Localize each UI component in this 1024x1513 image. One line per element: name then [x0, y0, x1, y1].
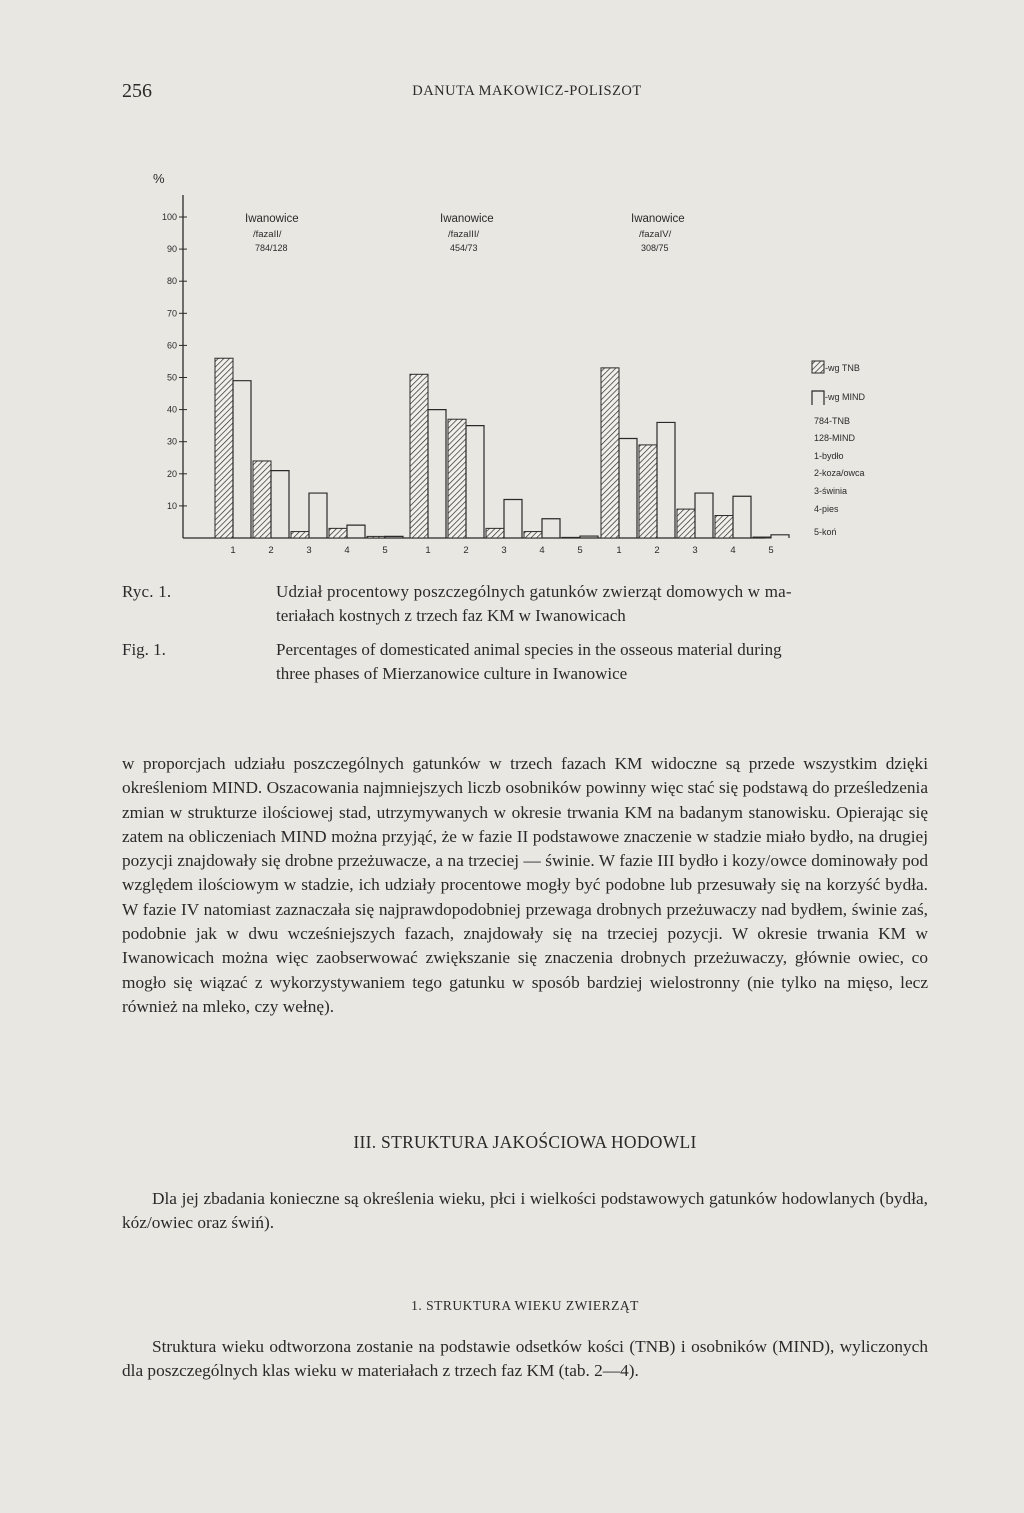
x-tick-label: 5 [382, 545, 388, 556]
group-title: Iwanowice [245, 213, 299, 225]
bar-tnb [367, 536, 385, 538]
y-tick-label: 30 [166, 436, 177, 447]
x-tick-label: 1 [230, 545, 236, 556]
page-header [122, 80, 932, 106]
bar-mind [271, 471, 289, 538]
bar-mind [771, 535, 789, 538]
y-tick-label: 50 [166, 372, 177, 383]
bar-mind [657, 422, 675, 538]
bar-tnb [448, 419, 466, 538]
legend-note: 784-TNB [814, 416, 851, 426]
x-tick-label: 4 [344, 545, 350, 556]
legend-label-mind: -wg MIND [825, 392, 865, 402]
bar-tnb [524, 532, 542, 538]
x-tick-label: 1 [616, 545, 622, 556]
bar-mind [466, 426, 484, 538]
bar-tnb [486, 528, 504, 538]
bar-tnb [562, 537, 580, 538]
figure-caption-pl [122, 580, 932, 628]
x-tick-label: 5 [577, 545, 583, 556]
section-heading: III. STRUKTURA JAKOŚCIOWA HODOWLI [353, 1132, 697, 1152]
bar-mind [619, 438, 637, 538]
caption-text: Percentages of domesticated animal species in the osseous material during [276, 640, 782, 659]
x-tick-label: 1 [425, 545, 431, 556]
group-counts: 308/75 [641, 243, 669, 253]
figure-caption-en [122, 638, 932, 686]
legend-note: 3-świnia [814, 486, 848, 496]
group-phase: /fazaII/ [253, 229, 282, 240]
legend-swatch-tnb [812, 361, 824, 373]
body-paragraph [122, 752, 928, 1019]
bar-tnb [601, 368, 619, 538]
x-tick-label: 4 [539, 545, 545, 556]
x-tick-label: 2 [654, 545, 660, 556]
bar-mind [504, 499, 522, 538]
x-tick-label: 3 [501, 545, 507, 556]
caption-text: teriałach kostnych z trzech faz KM w Iwanowicach [276, 606, 626, 625]
legend-note: 128-MIND [814, 433, 856, 443]
bar-tnb [639, 445, 657, 538]
y-tick-label: 70 [166, 308, 177, 319]
paragraph-text: Dla jej zbadania konieczne są określenia wieku, płci i wielkości podstawowych gatunków hodowlanych (bydła, kóz/owiec oraz świń). [122, 1189, 928, 1233]
x-tick-label: 5 [768, 545, 774, 556]
bar-mind [695, 493, 713, 538]
bar-tnb [253, 461, 271, 538]
paragraph-text: Struktura wieku odtworzona zostanie na podstawie odsetków kości (TNB) i osobników (MIND), wyliczonych dla poszczególnych klas wieku w materiałach z trzech faz KM (tab. 2—4). [122, 1337, 928, 1381]
y-tick-label: 60 [166, 340, 177, 351]
y-tick-label: 100 [161, 212, 177, 222]
x-tick-label: 3 [306, 545, 312, 556]
bar-mind [733, 496, 751, 538]
x-tick-label: 3 [692, 545, 698, 556]
legend-note: 4-pies [814, 504, 839, 514]
page-number: 256 [122, 80, 152, 102]
y-axis-unit-label: % [153, 171, 165, 186]
legend-note: 1-bydło [814, 451, 844, 461]
y-tick-label: 40 [166, 404, 177, 415]
bar-mind [542, 519, 560, 538]
legend-label-tnb: -wg TNB [825, 363, 860, 373]
x-tick-label: 2 [268, 545, 274, 556]
bar-tnb [291, 532, 309, 538]
x-tick-label: 2 [463, 545, 469, 556]
legend-note: 5-koń [814, 527, 837, 537]
bar-tnb [753, 537, 771, 538]
legend-swatch-mind [812, 391, 824, 405]
bar-tnb [215, 358, 233, 538]
group-title: Iwanowice [631, 213, 685, 225]
paragraph-text: w proporcjach udziału poszczególnych gatunków w trzech fazach KM widoczne są przede wszystkim dzięki określeniom MIND. Oszacowania najmniejszych liczb osobników powinny więc stać się podstawą do prześledzenia zmian w strukturze ilościowej stad, utrzymywanych w okresie trwania KM na badanym stanowisku. Opierając się zatem na obliczeniach MIND można przyjąć, że w fazie II podstawowe znaczenie w stadzie miało bydło, na drugiej pozycji znajdowały się drobne przeżuwacze, a na trzeciej — świnie. W fazie III bydło i kozy/owce dominowały pod względem ilościowym w stadzie, ich udziały procentowe mogły być podobne lub przesuwały się na korzyść bydła. W fazie IV natomiast zaznaczała się najprawdopodobniej przewaga drobnych przeżuwaczy nad bydłem, świnie zaś, podobnie jak w dwu wcześniejszych fazach, znajdowały się na trzeciej pozycji. W okresie trwania KM w Iwanowicach można więc zaobserwować zwiększanie się znaczenia drobnych przeżuwaczy, głównie owiec, co mogło się wiązać z wykorzystywaniem tego gatunku w sposób bardziej wielostronny (nie tylko na mięso, lecz również na mleko, czy wełnę). [122, 754, 928, 1016]
bar-tnb [715, 516, 733, 538]
bar-tnb [410, 374, 428, 538]
bar-mind [309, 493, 327, 538]
y-tick-label: 20 [166, 468, 177, 479]
y-tick-label: 10 [166, 500, 177, 511]
bar-chart [110, 155, 930, 570]
running-head: DANUTA MAKOWICZ-POLISZOT [412, 83, 642, 99]
group-title: Iwanowice [440, 213, 494, 225]
y-tick-label: 90 [166, 244, 177, 255]
bar-mind [233, 381, 251, 538]
x-tick-label: 4 [730, 545, 736, 556]
bar-mind [347, 525, 365, 538]
caption-text: three phases of Mierzanowice culture in Iwanowice [276, 664, 628, 683]
body-paragraph [122, 1335, 928, 1384]
group-phase: /fazaIV/ [639, 229, 672, 240]
group-counts: 454/73 [450, 243, 478, 253]
bar-tnb [677, 509, 695, 538]
legend-note: 2-koza/owca [814, 468, 865, 478]
subsection-heading: 1. STRUKTURA WIEKU ZWIERZĄT [411, 1298, 639, 1313]
body-paragraph [122, 1187, 928, 1236]
group-phase: /fazaIII/ [448, 229, 480, 240]
caption-text: Udział procentowy poszczególnych gatunków zwierząt domowych w ma- [276, 582, 792, 601]
y-tick-label: 80 [166, 276, 177, 287]
caption-label: Fig. 1. [122, 640, 166, 659]
caption-label: Ryc. 1. [122, 582, 172, 601]
group-counts: 784/128 [255, 243, 288, 253]
bar-mind [428, 410, 446, 538]
bar-tnb [329, 528, 347, 538]
legend [812, 361, 865, 537]
